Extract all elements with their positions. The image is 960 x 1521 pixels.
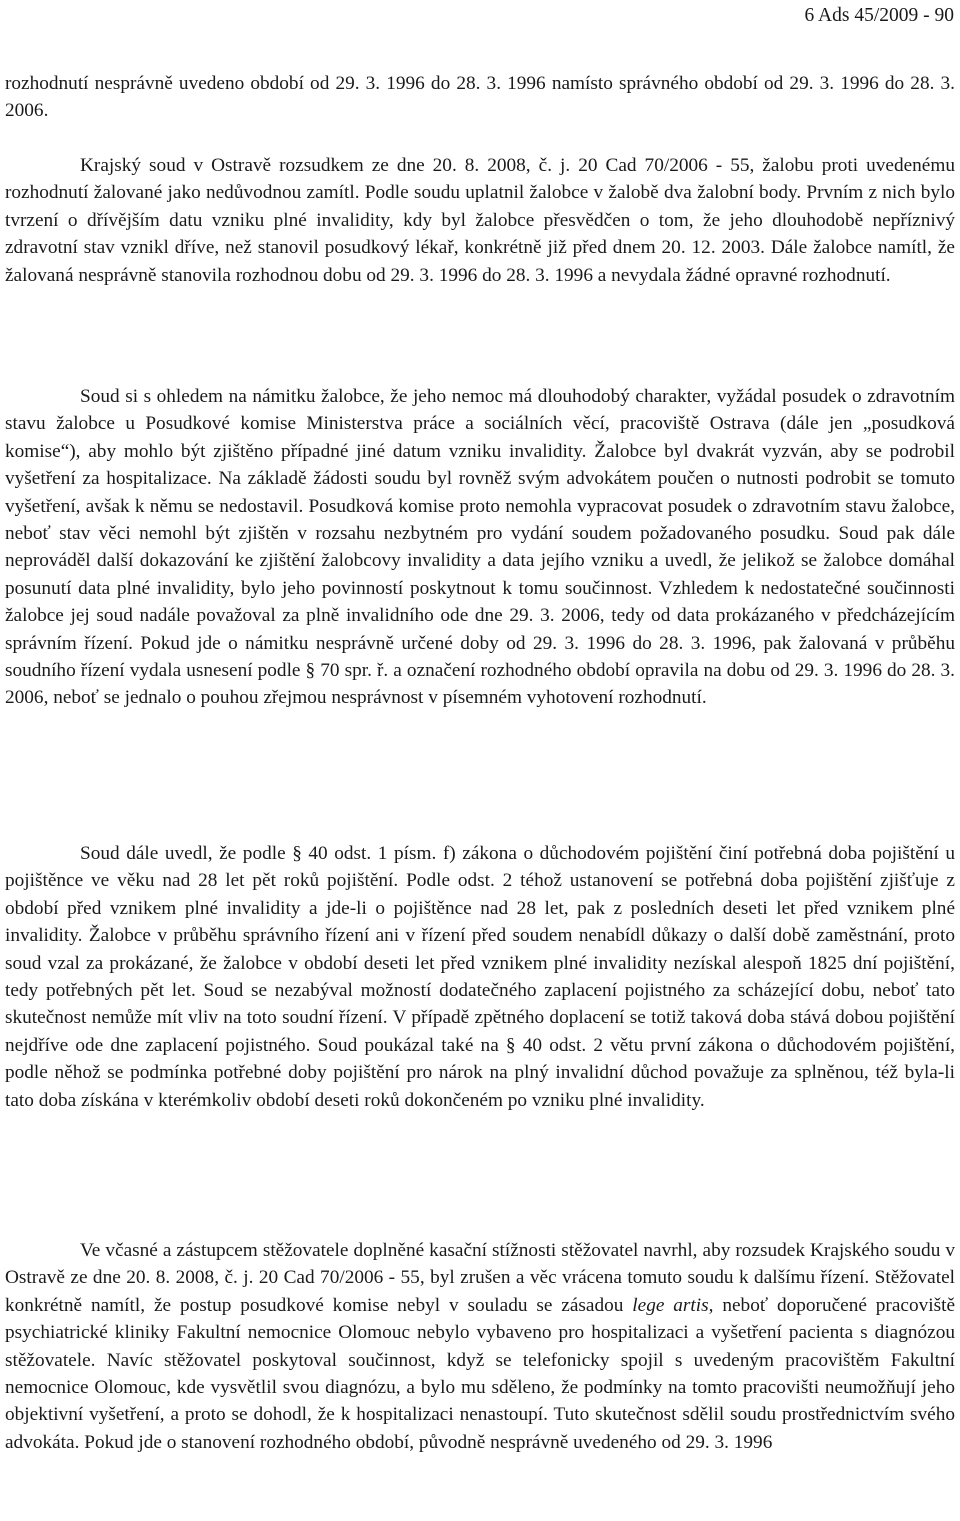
paragraph-text-part: , neboť doporučené pracoviště psychiatrické kliniky Fakultní nemocnice Olomouc nebylo vybaveno pro hospitalizaci a vyšetření pacienta s diagnózou stěžovatele. Navíc stěžovatel poskytoval součinnost, když se telefonicky spojil s uvedeným pracovištěm Fakultní nemocnice Olomouc, kde vysvětlil svou diagnózu, a bylo mu sděleno, že podmínky na tomto pracovišti neumožňují jeho objektivní vyšetření, a proto se dohodl, že k hospitalizaci nenastoupí. Tuto skutečnost sdělil soudu prostřednictvím svého advokáta. Pokud jde o stanovení rozhodného období, původně nesprávně uvedeného od 29. 3. 1996	[5, 1294, 955, 1453]
paragraph-cassation-complaint	[5, 1237, 955, 1520]
paragraph-text-part: Ve včasné a zástupcem stěžovatele doplněné kasační stížnosti stěžovatel navrhl, aby rozsudek Krajského soudu v Ostravě ze dne 20. 8. 2008, č. j. 20 Cad 70/2006 - 55, byl zrušen a věc vrácena tomuto soudu k dalšímu řízení. Stěžovatel konkrétně namítl, že postup posudkové komise nebyl v souladu se zásadou	[5, 1240, 955, 1316]
paragraph: rozhodnutí nesprávně uvedeno období od 29. 3. 1996 do 28. 3. 1996 namísto správného období od 29. 3. 1996 do 28. 3. 2006.	[5, 73, 955, 122]
paragraph: Krajský soud v Ostravě rozsudkem ze dne 20. 8. 2008, č. j. 20 Cad 70/2006 - 55, žalobu proti uvedenému rozhodnutí žalované jako nedůvodnou zamítl. Podle soudu uplatnil žalobce v žalobě dva žalobní body. Prvním z nich bylo tvrzení o dřívějším datu vzniku plné invalidity, kdy byl žalobce přesvědčen o tom, že jeho dlouhodobě nepříznivý zdravotní stav vznikl dříve, než stanovil posudkový lékař, konkrétně již před dnem 20. 12. 2003. Dále žalobce namítl, že žalovaná nesprávně stanovila rozhodnou dobu od 29. 3. 1996 do 28. 3. 1996 a nevydala žádné opravné rozhodnutí.	[5, 155, 955, 286]
latin-term: lege artis	[632, 1294, 709, 1316]
paragraph: Soud dále uvedl, že podle § 40 odst. 1 písm. f) zákona o důchodovém pojištění činí potřebná doba pojištění u pojištěnce ve věku nad 28 let pět roků pojištění. Podle odst. 2 téhož ustanovení se potřebná doba pojištění zjišťuje z období před vznikem plné invalidity a jde-li o pojištěnce nad 28 let, pak z posledních deseti let před vznikem plné invalidity. Žalobce v průběhu správního řízení ani v řízení před soudem nenabídl důkazy o další době zaměstnání, proto soud vzal za prokázané, že žalobce v období deseti let před vznikem plné invalidity nezískal alespoň 1825 dní pojištění, tedy potřebných pět let. Soud se nezabýval možností dodatečného zaplacení pojistného za scházející dobu, neboť tato skutečnost nemůže mít vliv na toto soudní řízení. V případě zpětného doplacení se totiž taková doba stává dobou pojištění nejdříve ode dne zaplacení pojistného. Soud poukázal také na § 40 odst. 2 větu první zákona o důchodovém pojištění, podle něhož se podmínka potřebné doby pojištění pro nárok na plný invalidní důchod považuje za splněnou, též byla-li tato doba získána v kterémkoliv období deseti roků dokončeném po vzniku plné invalidity.	[5, 843, 955, 1111]
paragraph: Soud si s ohledem na námitku žalobce, že jeho nemoc má dlouhodobý charakter, vyžádal posudek o zdravotním stavu žalobce u Posudkové komise Ministerstva práce a sociálních věcí, pracoviště Ostrava (dále jen „posudková komise“), aby mohlo být zjištěno případné jiné datum vzniku invalidity. Žalobce byl dvakrát vyzván, aby se podrobil vyšetření za hospitalizace. Na základě žádosti soudu byl rovněž svým advokátem poučen o nutnosti podrobit se tomuto vyšetření, avšak k němu se nedostavil. Posudková komise proto nemohla vypracovat posudek o zdravotním stavu žalobce, neboť stav věci nemohl být zjištěn v rozsahu nezbytném pro vydání soudem požadovaného posudku. Soud pak dále neprováděl další dokazování ke zjištění žalobcovy invalidity a data jejího vzniku a uvedl, že jelikož se žalobce domáhal posunutí data plné invalidity, bylo jeho povinností poskytnout k tomu součinnost. Vzhledem k nedostatečné součinnosti žalobce jej soud nadále považoval za plně invalidního ode dne 29. 3. 2006, tedy od data prokázaného v předcházejícím správním řízení. Pokud jde o námitku nesprávně určené doby od 29. 3. 1996 do 28. 3. 1996, pak žalovaná v průběhu soudního řízení vydala usnesení podle § 70 spr. ř. a označení rozhodného období opravila na dobu od 29. 3. 1996 do 28. 3. 2006, neboť se jednalo o pouhou zřejmou nesprávnost v písemném vyhotovení rozhodnutí.	[5, 386, 955, 709]
case-number-header: 6 Ads 45/2009 - 90	[804, 5, 954, 26]
paragraph-text	[5, 1237, 955, 1520]
